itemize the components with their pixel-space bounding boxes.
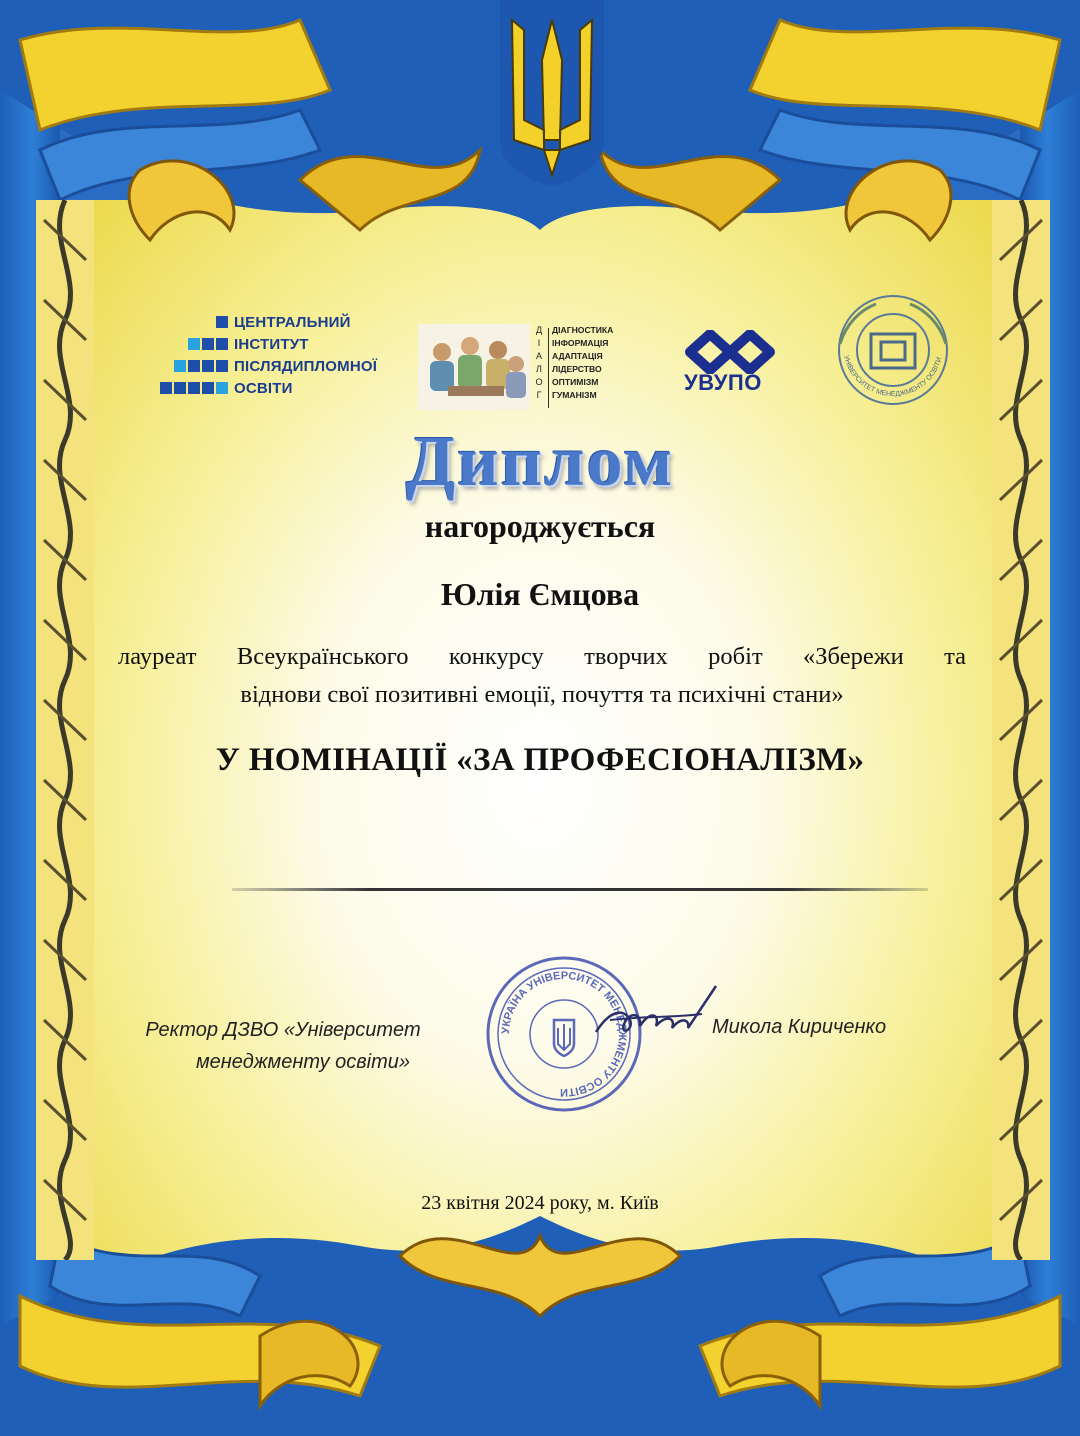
dialog-logo-icon [418,324,530,410]
dialog-word: АДАПТАЦІЯ [552,351,603,361]
dialog-letter: Г [536,390,542,400]
description-line: віднови свої позитивні емоції, почуття та психічні стани» [240,681,844,708]
dialog-divider [548,328,549,408]
signer-title-line: Ректор ДЗВО «Університет [145,1019,421,1041]
dialog-logo [418,322,628,412]
cipo-logo-text: ОСВІТИ [234,380,293,397]
nomination: У НОМІНАЦІЇ «ЗА ПРОФЕСІОНАЛІЗМ» [215,742,865,778]
signer-title-line: менеджменту освіти» [195,1051,411,1073]
recipient-name: Юлія Ємцова [440,576,640,612]
dialog-word: ДІАГНОСТИКА [552,325,614,335]
cipo-logo-text: ЦЕНТРАЛЬНИЙ [234,314,351,331]
award-subtitle: нагороджується [424,508,656,544]
left-ornament [36,200,94,1260]
signature-icon [590,980,720,1050]
diploma-title: Диплом [405,421,675,501]
umo-emblem-icon [826,294,960,412]
date-and-place: 23 квітня 2024 року, м. Київ [421,1192,659,1214]
cipo-logo-text: ПІСЛЯДИПЛОМНОЇ [234,358,378,375]
dialog-words [552,324,613,402]
dialog-word: ОПТИМІЗМ [552,377,599,387]
bottom-ornament [0,1176,1080,1436]
svg-text:УКРАЇНА УНІВЕРСИТЕТ МЕНЕДЖМЕН: УКРАЇНА УНІВЕРСИТЕТ МЕНЕДЖМЕНТУ ОСВІТИ [499,969,629,1099]
uvupo-logo-text: УВУПО [684,370,762,395]
dialog-letter: Л [536,364,542,374]
signer-name: Микола Кириченко [712,1016,887,1038]
uvupo-logo [680,330,780,402]
cipo-logo-text: ІНСТИТУТ [234,336,309,353]
award-description [118,638,966,714]
cipo-logo [158,312,388,404]
signer-title [118,1014,448,1078]
dialog-letter: І [537,338,541,348]
coat-of-arms-trident-icon [490,0,614,186]
dialog-letter: Д [535,325,543,335]
cipo-logo-icon [158,316,230,402]
dialog-acrostic [532,324,546,402]
dialog-word: ІНФОРМАЦІЯ [552,338,609,348]
description-line: лауреат Всеукраїнського конкурсу творчих робіт «Збережи та [118,643,966,670]
svg-text:УНІВЕРСИТЕТ МЕНЕДЖМЕНТУ ОСВІТИ: УНІВЕРСИТЕТ МЕНЕДЖМЕНТУ ОСВІТИ [842,354,944,399]
divider [232,888,928,891]
dialog-letter: А [535,351,542,361]
dialog-letter: О [535,377,543,387]
dialog-word: ЛІДЕРСТВО [552,364,602,374]
dialog-word: ГУМАНІЗМ [552,390,597,400]
right-ornament [992,200,1050,1260]
uvupo-logo-icon [680,330,780,374]
